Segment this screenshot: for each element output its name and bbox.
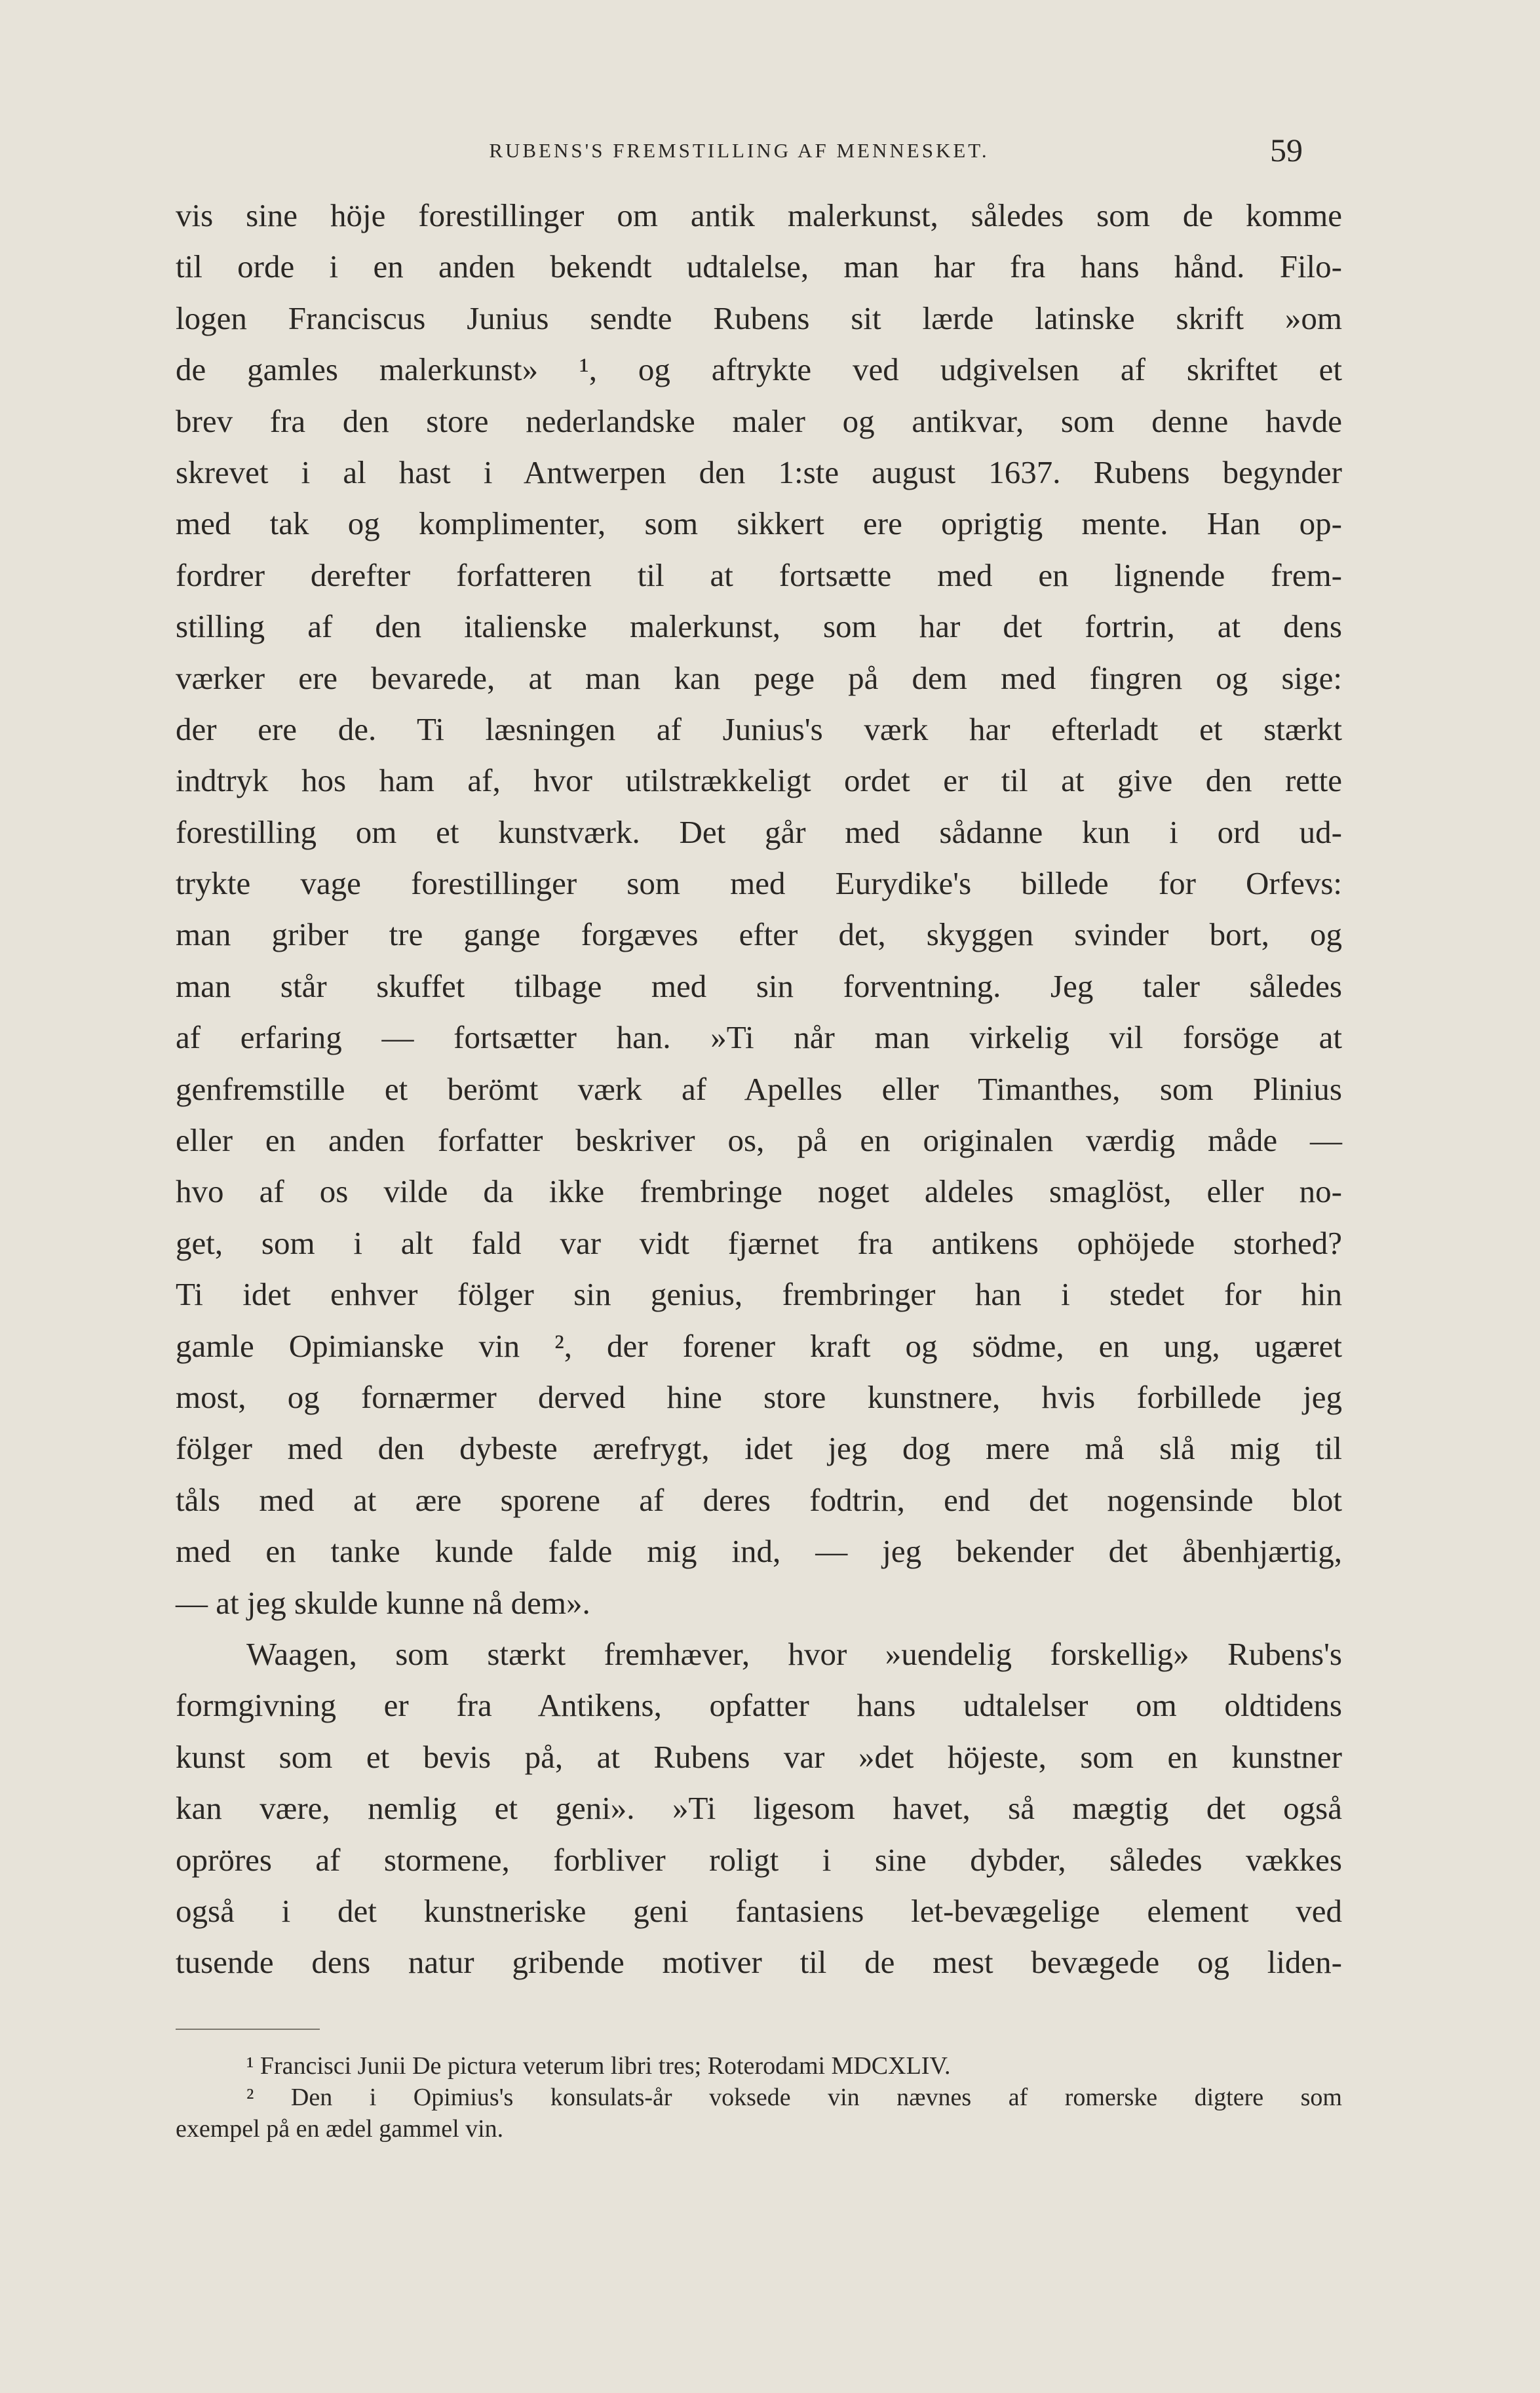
text-line: indtryk hos ham af, hvor utilstrækkeligt ordet er til at give den rette bbox=[176, 762, 1342, 799]
paragraph-first-line: Waagen, som stærkt fremhæver, hvor »uendelig forskellig» Rubens's bbox=[246, 1635, 1342, 1672]
text-line: kan være, nemlig et geni». »Ti ligesom havet, så mægtig det også bbox=[176, 1790, 1342, 1827]
text-line: de gamles malerkunst» ¹, og aftrykte ved udgivelsen af skriftet et bbox=[176, 351, 1342, 388]
footnote-1: ¹ Francisci Junii De pictura veterum libri tres; Roterodami MDCXLIV. bbox=[246, 2052, 951, 2080]
text-line: skrevet i al hast i Antwerpen den 1:ste august 1637. Rubens begynder bbox=[176, 454, 1342, 490]
footnote-2: ² Den i Opimius's konsulats-år voksede vin nævnes af romerske digtere som bbox=[246, 2084, 1342, 2111]
footnote-2-continued: exempel på en ædel gammel vin. bbox=[176, 2115, 504, 2143]
text-line: til orde i en anden bekendt udtalelse, man har fra hans hånd. Filo- bbox=[176, 248, 1342, 285]
text-line: kunst som et bevis på, at Rubens var »det höjeste, som en kunstner bbox=[176, 1738, 1342, 1775]
text-line: man står skuffet tilbage med sin forventning. Jeg taler således bbox=[176, 967, 1342, 1004]
text-line: gamle Opimianske vin ², der forener kraft og södme, en ung, ugæret bbox=[176, 1327, 1342, 1364]
text-line: fölger med den dybeste ærefrygt, idet jeg dog mere må slå mig til bbox=[176, 1430, 1342, 1467]
text-line: most, og fornærmer derved hine store kunstnere, hvis forbillede jeg bbox=[176, 1378, 1342, 1415]
text-line: med tak og komplimenter, som sikkert ere oprigtig mente. Han op- bbox=[176, 505, 1342, 542]
text-line: med en tanke kunde falde mig ind, — jeg bekender det åbenhjærtig, bbox=[176, 1533, 1342, 1570]
text-line: tåls med at ære sporene af deres fodtrin, end det nogensinde blot bbox=[176, 1481, 1342, 1518]
text-line: af erfaring — fortsætter han. »Ti når man virkelig vil forsöge at bbox=[176, 1019, 1342, 1056]
text-line: der ere de. Ti læsningen af Junius's værk har efterladt et stærkt bbox=[176, 710, 1342, 747]
text-line: forestilling om et kunstværk. Det går med sådanne kun i ord ud- bbox=[176, 813, 1342, 850]
text-line: vis sine höje forestillinger om antik malerkunst, således som de komme bbox=[176, 197, 1342, 233]
text-line: stilling af den italienske malerkunst, som har det fortrin, at dens bbox=[176, 608, 1342, 645]
text-line: brev fra den store nederlandske maler og antikvar, som denne havde bbox=[176, 402, 1342, 439]
text-line: get, som i alt fald var vidt fjærnet fra antikens ophöjede storhed? bbox=[176, 1224, 1342, 1261]
text-line: hvo af os vilde da ikke frembringe noget aldeles smaglöst, eller no- bbox=[176, 1173, 1342, 1210]
text-line: logen Franciscus Junius sendte Rubens sit lærde latinske skrift »om bbox=[176, 300, 1342, 336]
footnotes bbox=[176, 2050, 1342, 2145]
text-line: — at jeg skulde kunne nå dem». bbox=[176, 1584, 590, 1621]
text-line: værker ere bevarede, at man kan pege på dem med fingren og sige: bbox=[176, 659, 1342, 696]
text-line: opröres af stormene, forbliver roligt i sine dybder, således vækkes bbox=[176, 1841, 1342, 1878]
running-header bbox=[176, 131, 1303, 170]
running-title: RUBENS'S FREMSTILLING AF MENNESKET. bbox=[489, 139, 990, 162]
text-line: fordrer derefter forfatteren til at fortsætte med en lignende frem- bbox=[176, 556, 1342, 593]
page-number: 59 bbox=[1270, 132, 1303, 168]
body-text bbox=[176, 190, 1342, 1989]
text-line: også i det kunstneriske geni fantasiens let-bevægelige element ved bbox=[176, 1892, 1342, 1929]
text-line: Ti idet enhver fölger sin genius, frembringer han i stedet for hin bbox=[176, 1276, 1342, 1313]
footnote-divider bbox=[176, 2029, 320, 2030]
text-line: man griber tre gange forgæves efter det, skyggen svinder bort, og bbox=[176, 916, 1342, 953]
text-line: formgivning er fra Antikens, opfatter hans udtalelser om oldtidens bbox=[176, 1687, 1342, 1724]
text-line: trykte vage forestillinger som med Eurydike's billede for Orfevs: bbox=[176, 865, 1342, 902]
text-line: genfremstille et berömt værk af Apelles eller Timanthes, som Plinius bbox=[176, 1070, 1342, 1107]
text-line: eller en anden forfatter beskriver os, på en originalen værdig måde — bbox=[176, 1122, 1342, 1159]
text-line: tusende dens natur gribende motiver til de mest bevægede og liden- bbox=[176, 1944, 1342, 1981]
